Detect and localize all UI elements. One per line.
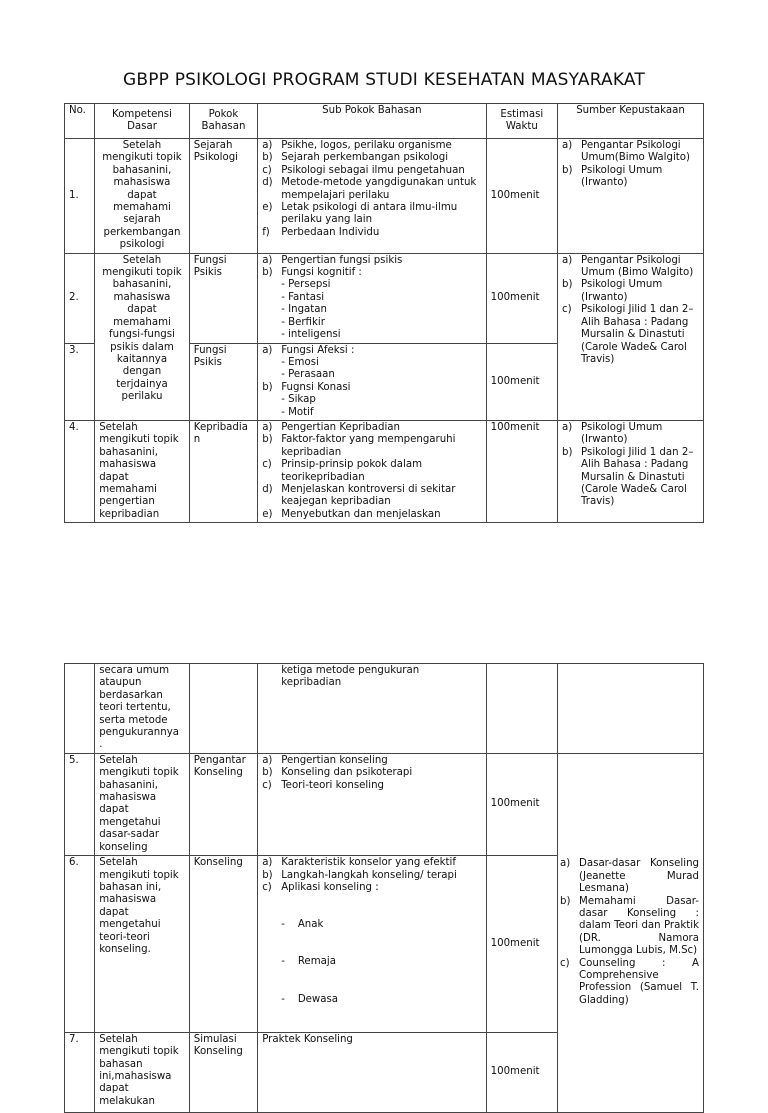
reference-item: a) Pengantar Psikologi Umum(Bimo Walgito) xyxy=(562,140,699,165)
sub-cell xyxy=(258,420,486,522)
gbpp-table-page2 xyxy=(64,663,704,1113)
sub-subitem: - Motif xyxy=(281,406,314,418)
sub-subitem: - Persepsi xyxy=(281,279,331,291)
pokok-cell: Konseling xyxy=(189,856,257,1033)
sub-item: a) Pengertian konseling xyxy=(262,755,481,767)
sumber-cell xyxy=(558,139,704,254)
gbpp-table-page1 xyxy=(64,103,704,523)
header-pokok: Pokok Bahasan xyxy=(189,104,257,139)
sub-item: d) Menjelaskan kontroversi di sekitar keajegan kepribadian xyxy=(262,484,481,509)
sub-item: c) Prinsip-prinsip pokok dalam teorikepribadian xyxy=(262,459,481,484)
table-row xyxy=(65,253,704,343)
sub-item: b) Faktor-faktor yang mempengaruhi kepribadian xyxy=(262,434,481,459)
table-row xyxy=(65,139,704,254)
reference-item: a) Dasar-dasar Konseling (Jeanette Murad Lesmana) xyxy=(560,858,699,895)
reference-item: c) Counseling : A Comprehensive Profession (Samuel T. Gladding) xyxy=(560,958,699,1008)
header-sub: Sub Pokok Bahasan xyxy=(258,104,486,139)
waktu-cell: 100menit xyxy=(486,343,557,420)
pokok-cell: Fungsi Psikis xyxy=(189,343,257,420)
kompetensi-cell: Setelah mengikuti topik bahasan ini, mahasiswa dapat mengetahui teori-teori konseling. xyxy=(95,856,190,1033)
header-sumber: Sumber Kepustakaan xyxy=(558,104,704,139)
header-row xyxy=(65,104,704,139)
sub-item: a) Psikhe, logos, perilaku organisme xyxy=(262,140,481,152)
kompetensi-cell: Setelah mengikuti topik bahasanini, mahasiswa dapat mengetahui dasar-sadar konseling xyxy=(95,753,190,855)
sub-item: a) Fungsi Afeksi : xyxy=(262,345,481,357)
table-row xyxy=(65,664,704,754)
kompetensi-cell: Setelah mengikuti topik bahasanini, mahasiswa dapat memahami fungsi-fungsi psikis dalam kaitannya dengan terjdainya perilaku xyxy=(95,253,190,420)
sub-item: b) Konseling dan psikoterapi xyxy=(262,767,481,779)
pokok-cell: Sejarah Psikologi xyxy=(189,139,257,254)
reference-item: c) Psikologi Jilid 1 dan 2–Alih Bahasa : Padang Mursalin & Dinastuti (Carole Wade& Carol Travis) xyxy=(562,304,699,366)
header-estimasi: Estimasi Waktu xyxy=(486,104,557,139)
sub-subitem: - Fantasi xyxy=(281,291,325,303)
header-no: No. xyxy=(65,104,95,139)
sub-subitem: - Emosi xyxy=(281,356,319,368)
row-number xyxy=(65,664,95,754)
sub-cell xyxy=(258,856,486,1033)
waktu-cell: 100menit xyxy=(486,856,557,1033)
kompetensi-cell: Setelah mengikuti topik bahasan ini,mahasiswa dapat melakukan xyxy=(95,1032,190,1112)
sub-cell xyxy=(258,139,486,254)
sub-item: a) Karakteristik konselor yang efektif xyxy=(262,857,481,869)
row-number: 6. xyxy=(65,856,95,1033)
sub-subitem: - Remaja xyxy=(281,956,336,968)
reference-item: a) Pengantar Psikologi Umum (Bimo Walgito) xyxy=(562,255,699,280)
sub-item: b) Langkah-langkah konseling/ terapi xyxy=(262,870,481,882)
sub-item: a) Pengertian fungsi psikis xyxy=(262,255,481,267)
sub-subitem: - Anak xyxy=(281,919,324,931)
row-number: 7. xyxy=(65,1032,95,1112)
pokok-cell: Pengantar Konseling xyxy=(189,753,257,855)
sumber-cell xyxy=(558,420,704,522)
row-number: 1. xyxy=(65,139,95,254)
table-row xyxy=(65,420,704,522)
waktu-cell: 100menit xyxy=(486,1032,557,1112)
waktu-cell: 100menit xyxy=(486,253,557,343)
waktu-cell xyxy=(486,664,557,754)
reference-item: b) Psikologi Umum (Irwanto) xyxy=(562,165,699,190)
sub-subitem: - Ingatan xyxy=(281,304,327,316)
sub-item: e) Menyebutkan dan menjelaskan xyxy=(262,509,481,521)
sub-item: e) Letak psikologi di antara ilmu-ilmu perilaku yang lain xyxy=(262,202,481,227)
sub-cell: Praktek Konseling xyxy=(258,1032,486,1112)
sumber-cell xyxy=(558,253,704,420)
sub-item: d) Metode-metode yangdigunakan untuk mempelajari perilaku xyxy=(262,177,481,202)
kompetensi-cell: Setelah mengikuti topik bahasanini, mahasiswa dapat memahami sejarah perkembangan psikologi xyxy=(95,139,190,254)
sub-item: b) Fugnsi Konasi xyxy=(262,382,481,394)
waktu-cell: 100menit xyxy=(486,420,557,522)
sub-continuation: ketiga metode pengukuran kepribadian xyxy=(281,665,420,689)
sub-subitem: - Berfikir xyxy=(281,316,325,328)
sub-subitem: - Dewasa xyxy=(281,993,339,1005)
sub-item: c) Aplikasi konseling : xyxy=(262,882,481,894)
sub-cell xyxy=(258,664,486,754)
waktu-cell: 100menit xyxy=(486,753,557,855)
sub-item: b) Fungsi kognitif : xyxy=(262,267,481,279)
kompetensi-cell: secara umum ataupun berdasarkan teori tertentu, serta metode pengukurannya . xyxy=(95,664,190,754)
header-kompetensi: Kompetensi Dasar xyxy=(95,104,190,139)
pokok-cell xyxy=(189,664,257,754)
pokok-cell: Simulasi Konseling xyxy=(189,1032,257,1112)
kompetensi-cell: Setelah mengikuti topik bahasanini, mahasiswa dapat memahami pengertian kepribadian xyxy=(95,420,190,522)
sub-item: a) Pengertian Kepribadian xyxy=(262,422,481,434)
row-number: 4. xyxy=(65,420,95,522)
sub-item: f) Perbedaan Individu xyxy=(262,227,481,239)
pokok-cell: Fungsi Psikis xyxy=(189,253,257,343)
sub-cell xyxy=(258,343,486,420)
sub-item: b) Sejarah perkembangan psikologi xyxy=(262,152,481,164)
pokok-cell: Kepribadia n xyxy=(189,420,257,522)
sumber-cell xyxy=(558,753,704,1112)
sub-item: c) Teori-teori konseling xyxy=(262,780,481,792)
sub-cell xyxy=(258,753,486,855)
row-number: 2. xyxy=(65,253,95,343)
reference-item: b) Psikologi Jilid 1 dan 2–Alih Bahasa : Padang Mursalin & Dinastuti (Carole Wade& Carol Travis) xyxy=(562,447,699,509)
row-number: 5. xyxy=(65,753,95,855)
reference-item: a) Psikologi Umum (Irwanto) xyxy=(562,422,699,447)
sub-subitem: - Perasaan xyxy=(281,369,335,381)
sub-subitem: - Sikap xyxy=(281,394,316,406)
reference-item: b) Memahami Dasar-dasar Konseling : dalam Teori dan Praktik (DR. Namora Lumongga Lubis, M.Sc) xyxy=(560,896,699,958)
table-row xyxy=(65,753,704,855)
row-number: 3. xyxy=(65,343,95,420)
document-title: GBPP PSIKOLOGI PROGRAM STUDI KESEHATAN MASYARAKAT xyxy=(122,70,645,90)
reference-item: b) Psikologi Umum (Irwanto) xyxy=(562,279,699,304)
waktu-cell: 100menit xyxy=(486,139,557,254)
sub-subitem: - inteligensi xyxy=(281,329,341,341)
sub-item: c) Psikologi sebagai ilmu pengetahuan xyxy=(262,165,481,177)
sub-cell xyxy=(258,253,486,343)
sumber-cell xyxy=(558,664,704,754)
